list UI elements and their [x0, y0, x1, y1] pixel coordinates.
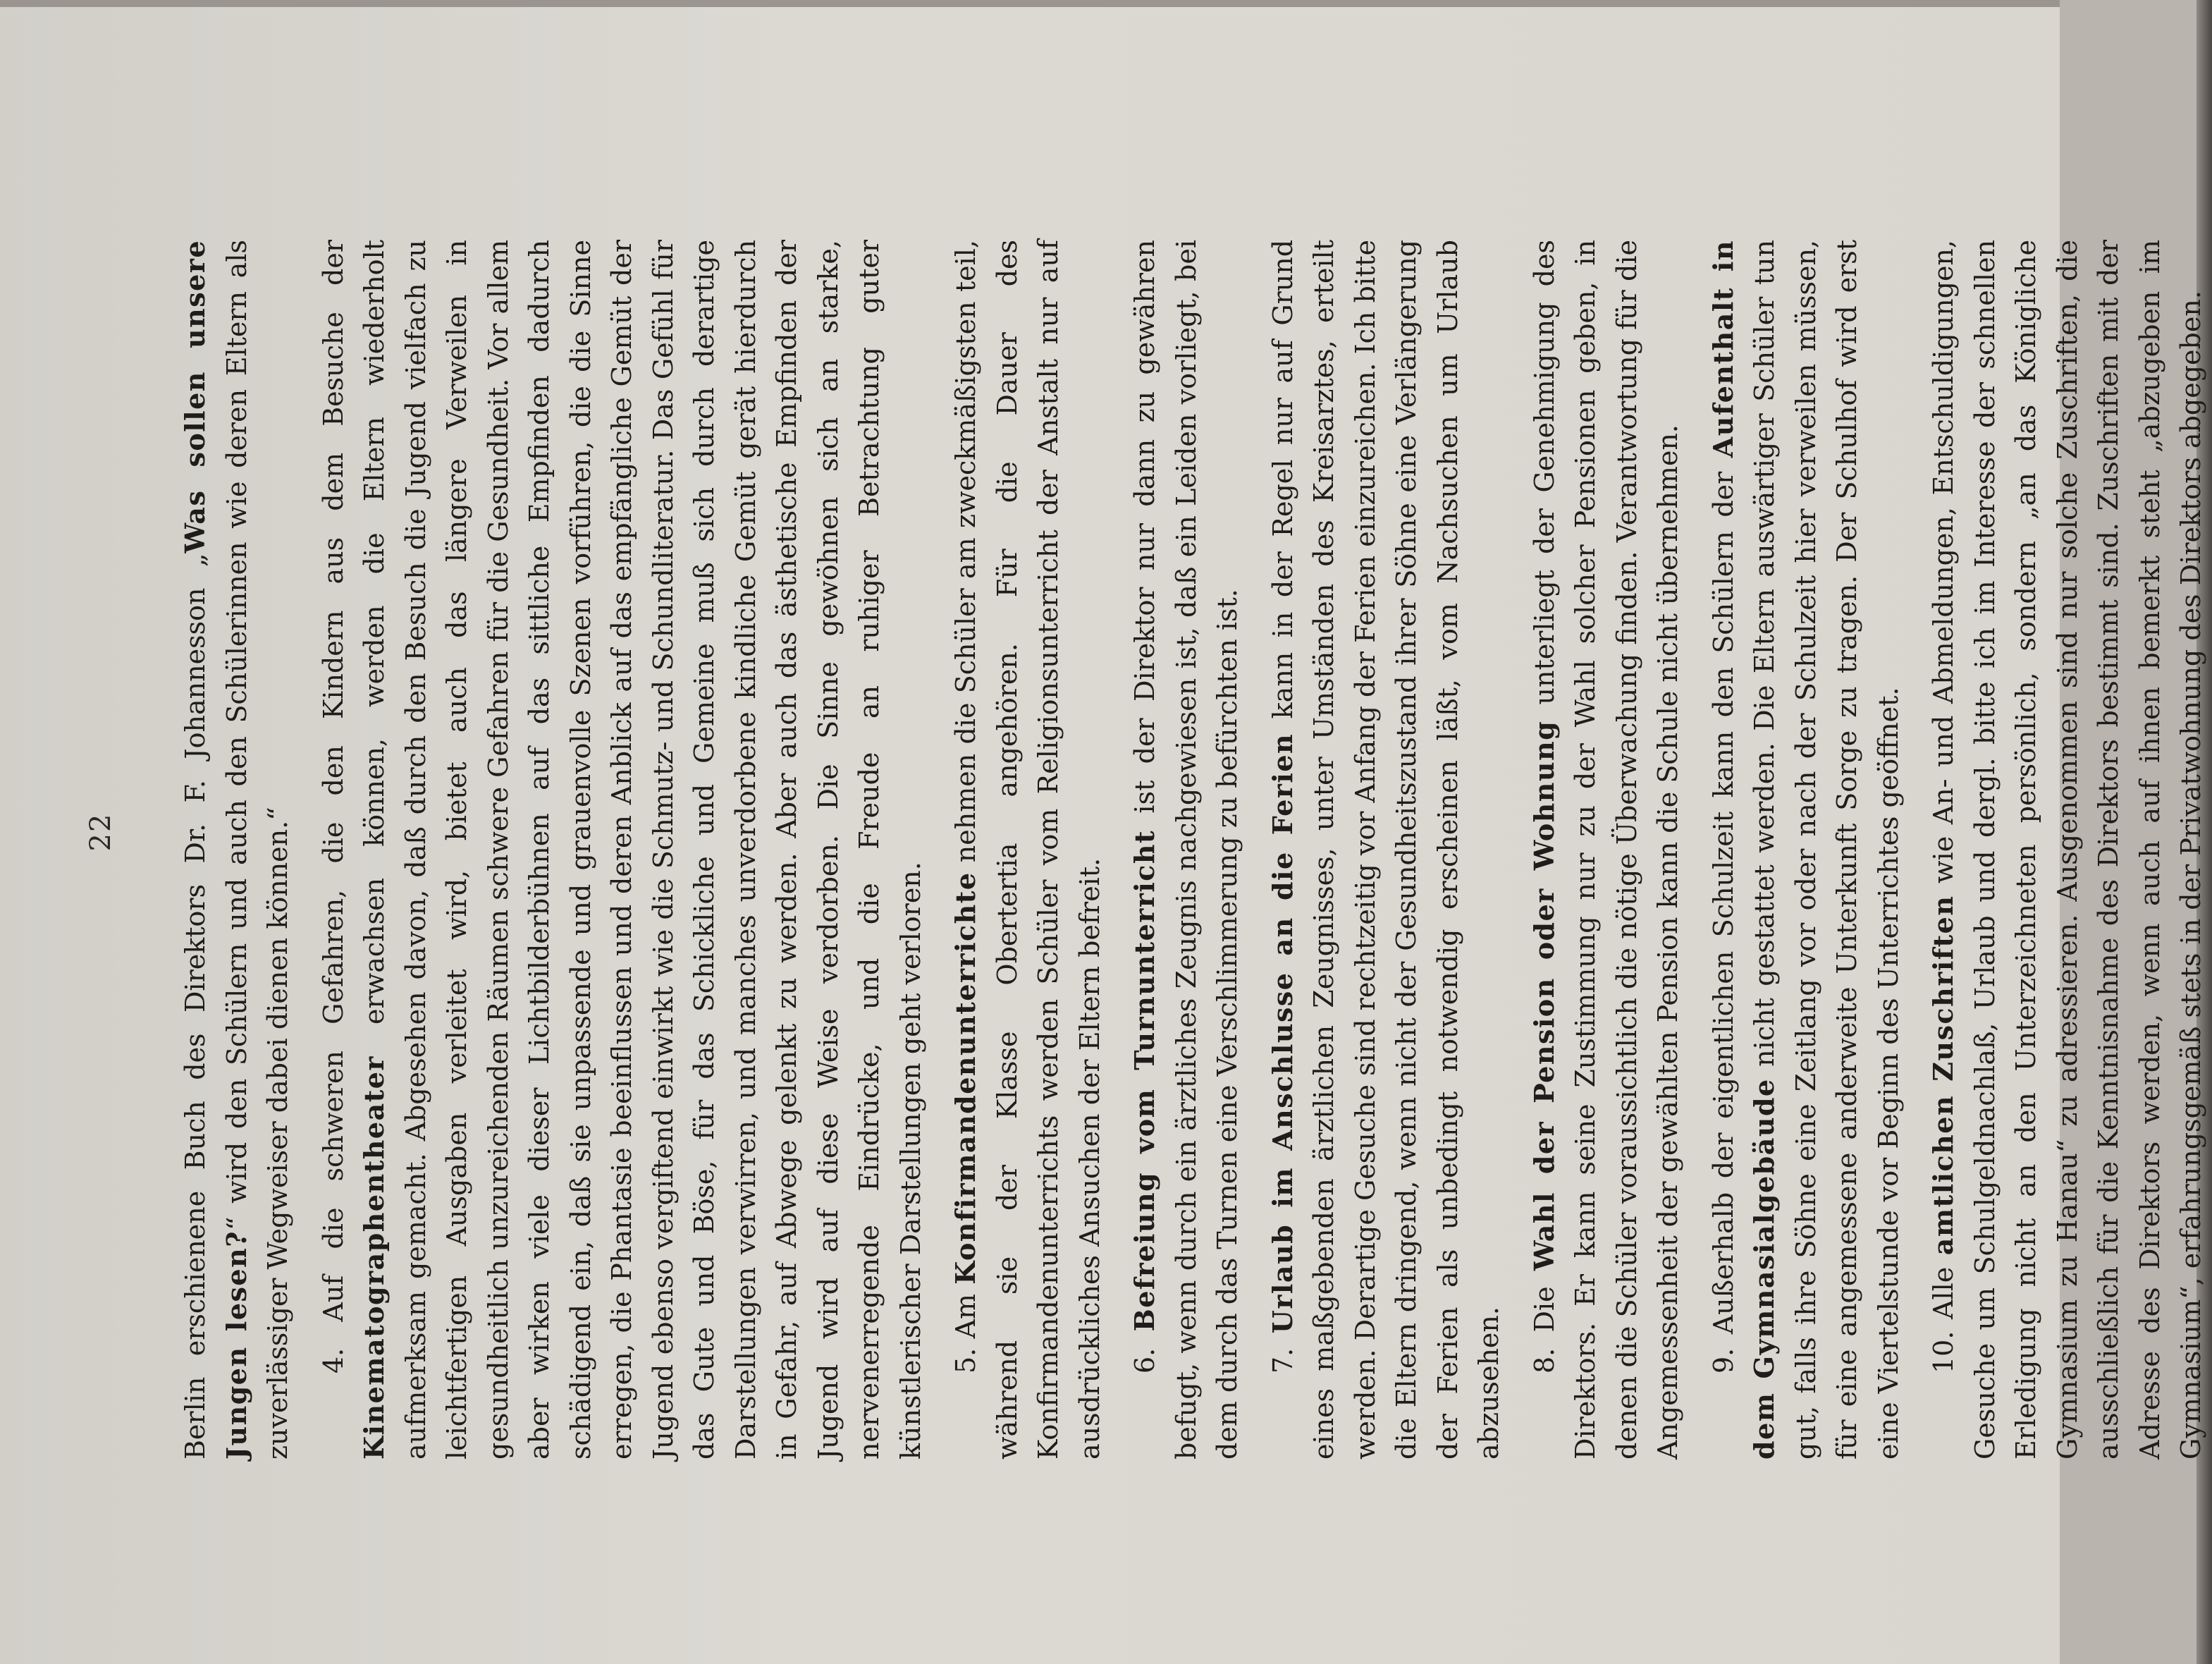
paragraph-text: ist der Direktor nur dann zu gewähren befugt, wenn durch ein ärztliches Zeugnis nachgewiesen ist, daß ein Leiden vorliegt, bei dem durch das Turnen eine Verschlimmerung zu befürchten ist. — [1129, 240, 1243, 1460]
paragraph-text: 6. — [1129, 1331, 1160, 1374]
emphasized-phrase: Aufenthalt in dem Gymnasialgebäude — [1707, 240, 1780, 1460]
page-number: 22 — [85, 812, 117, 852]
paragraph-text: 4. Auf die schweren Gefahren, die den Kindern aus dem Besuche der — [317, 240, 349, 1374]
paragraph-p4 — [313, 240, 932, 1460]
emphasized-phrase: amtlichen Zuschriften — [1927, 895, 1959, 1256]
paragraph-text: erwachsen können, werden die Eltern wiederholt aufmerksam gemacht. Abgesehen davon, daß durch den Besuch die Jugend vielfach zu leichtfertigen Ausgaben verleitet wird, bietet auch das längere Verweilen in gesundheitlich unzureichenden Räumen schwere Gefahren für die Gesundheit. Vor allem aber wirken viele dieser Lichtbilderbühnen auf das sittliche Empfinden dadurch schädigend ein, daß sie unpassende und grauenvolle Szenen vorführen, die die Sinne erregen, die Phantasie beeinflussen und deren Anblick auf das empfängliche Gemüt der Jugend ebenso vergiftend einwirkt wie die Schmutz- und Schundliteratur. Das Gefühl für das Gute und Böse, für das Schickliche und Gemeine muß sich durch derartige Darstellungen verwirren, und manches unverdorbene kindliche Gemüt gerät hierdurch in Gefahr, auf Abwege gelenkt zu werden. Aber auch das ästhetische Empfinden der Jugend wird auf diese Weise verdorben. Die Sinne gewöhnen sich an starke, nervenerregende Eindrücke, und die Freude an ruhiger Betrachtung guter künstlerischer Darstellungen geht verloren. — [359, 240, 926, 1460]
paragraph-text: nehmen die Schüler am zweckmäßigsten teil, während sie der Klasse Obertertia angehören. Für die Dauer des Konfirmandenunterrichts werden Schüler vom Religionsunterricht der Anstalt nur auf ausdrückliches Ansuchen der Eltern befreit. — [950, 240, 1105, 1460]
paragraph-p0 — [175, 240, 299, 1460]
paragraph-text: kann in der Regel nur auf Grund eines maßgebenden ärztlichen Zeugnisses, unter Umständen des Kreisarztes, erteilt werden. Derartige Gesuche sind rechtzeitig vor Anfang der Ferien einzureichen. Ich bitte die Eltern dringend, wenn nicht der Gesundheitszustand ihrer Söhne eine Verlängerung der Ferien als unbedingt notwendig erscheinen läßt, vom Nachsuchen um Urlaub abzusehen. — [1267, 239, 1504, 1460]
paragraph-text: 7. — [1267, 1333, 1298, 1374]
emphasized-phrase: Urlaub im Anschlusse an die Ferien — [1266, 733, 1298, 1334]
emphasized-phrase: Befreiung vom Turnunterricht — [1129, 829, 1160, 1332]
paragraph-text: wie An- und Abmeldungen, Entschuldigungen, Gesuche um Schulgeldnachlaß, Urlaub und dergl. bitte ich im Interesse der schnellen Erledigung nicht an den Unterzeichneten persönlich, sondern „an das Königliche Gymnasium zu Hanau“ zu adressieren. Ausgenommen sind nur solche Zuschriften, die ausschließlich für die Kenntnisnahme des Direktors bestimmt sind. Zuschriften mit der Adresse des Direktors werden, wenn auch auf ihnen bemerkt steht „abzugeben im Gymnasium“, erfahrungsgemäß stets in der Privatwohnung des Direktors abgegeben. — [1928, 240, 2206, 1460]
paragraph-p6 — [1124, 240, 1248, 1460]
paragraph-text: 9. Außerhalb der eigentlichen Schulzeit kann den Schülern der — [1707, 458, 1739, 1374]
paragraph-text: 5. Am — [950, 1284, 981, 1374]
paragraph-text: 10. Alle — [1928, 1255, 1959, 1374]
paragraph-text: Berlin erschienene Buch des Direktors Dr. F. Johannesson „ — [180, 553, 211, 1460]
paragraph-p8 — [1524, 240, 1689, 1460]
paragraph-text: nicht gestattet werden. Die Eltern auswärtiger Schüler tun gut, falls ihre Söhne eine Zeitlang vor oder nach der Schulzeit hier verweilen müssen, für eine angemessene anderweite Unterkunft Sorge zu tragen. Der Schulhof wird erst eine Viertelstunde vor Beginn des Unterrichtes geöffnet. — [1749, 240, 1904, 1460]
paragraph-p9 — [1703, 240, 1910, 1460]
emphasized-phrase: Konfirmandenunterrichte — [950, 871, 981, 1285]
emphasized-phrase: Kinematographentheater — [358, 1056, 390, 1460]
paragraph-text: unterliegt der Genehmigung des Direktors. Er kann seine Zustimmung nur zu der Wahl solcher Pensionen geben, in denen die Schüler voraussichtlich die nötige Überwachung finden. Verantwortung für die Angemessenheit der gewählten Pension kann die Schule nicht übernehmen. — [1528, 239, 1683, 1460]
paragraph-text: “ wird den Schülern und auch den Schülerinnen wie deren Eltern als zuverlässiger Wegweiser dabei dienen können.“ — [221, 240, 293, 1460]
document-body — [175, 240, 2212, 1460]
paragraph-p7 — [1262, 240, 1510, 1460]
emphasized-phrase: Wahl der Pension oder Wohnung — [1528, 720, 1560, 1271]
paragraph-p5 — [945, 240, 1110, 1460]
emphasized-phrase: Was sollen unsere Jungen lesen? — [179, 240, 252, 1460]
paragraph-p10 — [1923, 240, 2212, 1460]
paragraph-text: 8. Die — [1528, 1271, 1560, 1374]
